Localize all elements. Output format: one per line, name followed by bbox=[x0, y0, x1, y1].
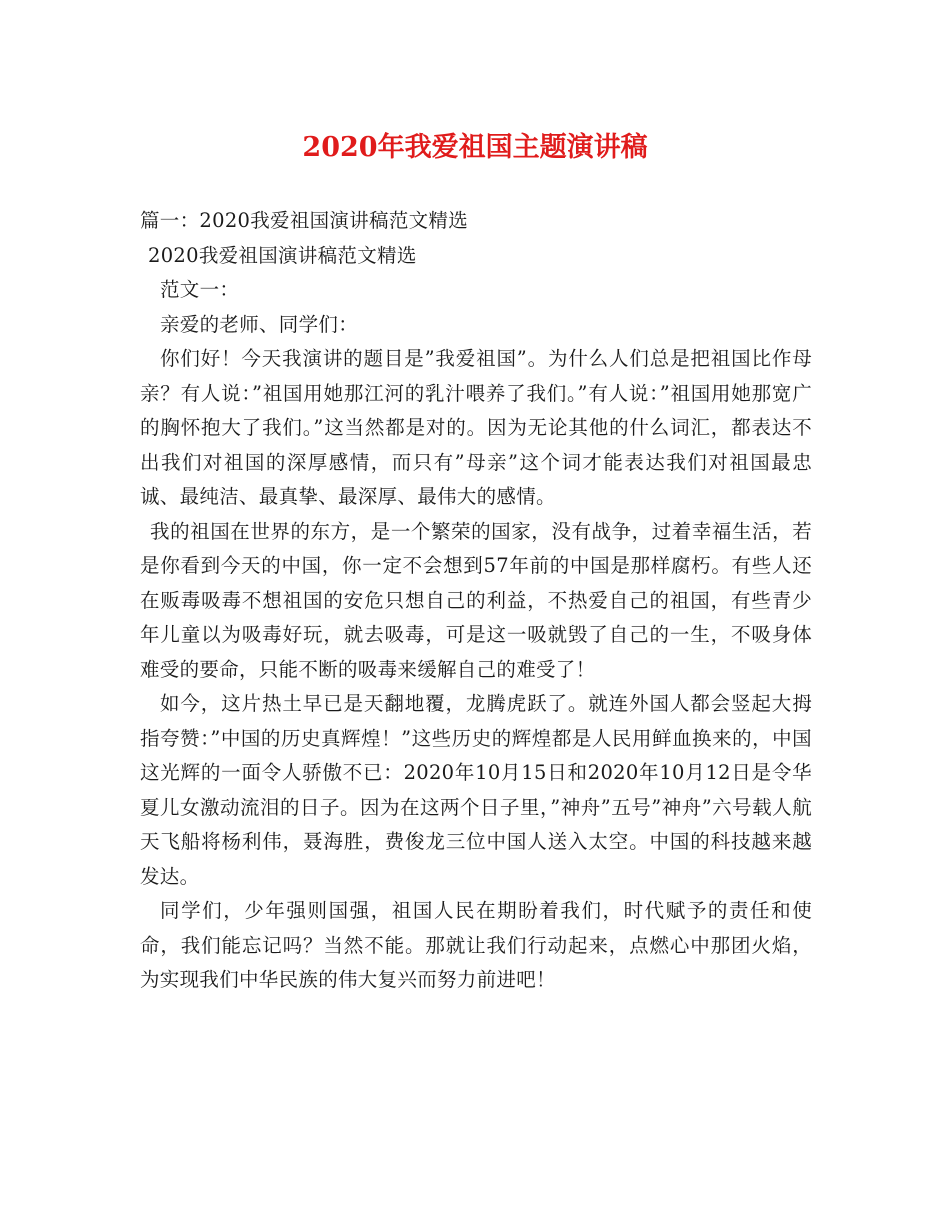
sample-label: 范文一： bbox=[160, 278, 240, 301]
document-body bbox=[140, 204, 812, 998]
paragraph-1: 你们好！今天我演讲的题目是”我爱祖国”。为什么人们总是把祖国比作母亲？有人说：”祖国用她那江河的乳汁喂养了我们。”有人说：”祖国用她那宽广的胸怀抱大了我们。”这当然都是对的。因为无论其他的什么词汇，都表达不出我们对祖国的深厚感情，而只有”母亲”这个词才能表达我们对祖国最忠诚、最纯洁、最真挚、最深厚、最伟大的感情。 bbox=[140, 347, 812, 508]
subheading: 2020我爱祖国演讲稿范文精选 bbox=[148, 243, 417, 267]
greeting: 亲爱的老师、同学们： bbox=[160, 312, 359, 336]
paragraph-2: 我的祖国在世界的东方，是一个繁荣的国家，没有战争，过着幸福生活，若是你看到今天的中国，你一定不会想到57年前的中国是那样腐朽。有些人还在贩毒吸毒不想祖国的安危只想自己的利益，不热爱自己的祖国，有些青少年儿童以为吸毒好玩，就去吸毒，可是这一吸就毁了自己的一生，不吸身体难受的要命，只能不断的吸毒来缓解自己的难受了！ bbox=[140, 519, 812, 681]
paragraph-3: 如今，这片热土早已是天翻地覆，龙腾虎跃了。就连外国人都会竖起大拇指夸赞：”中国的历史真辉煌！”这些历史的辉煌都是人民用鲜血换来的，中国这光辉的一面令人骄傲不已：2020年10月15日和2020年10月12日是令华夏儿女激动流泪的日子。因为在这两个日子里，”神舟”五号”神舟”六号载人航天飞船将杨利伟，聂海胜，费俊龙三位中国人送入太空。中国的科技越来越发达。 bbox=[140, 692, 812, 888]
paragraph-4: 同学们，少年强则国强，祖国人民在期盼着我们，时代赋予的责任和使命，我们能忘记吗？当然不能。那就让我们行动起来，点燃心中那团火焰，为实现我们中华民族的伟大复兴而努力前进吧！ bbox=[140, 899, 812, 991]
document-title: 2020年我爱祖国主题演讲稿 bbox=[302, 132, 648, 163]
section-heading: 篇一：2020我爱祖国演讲稿范文精选 bbox=[140, 209, 469, 232]
